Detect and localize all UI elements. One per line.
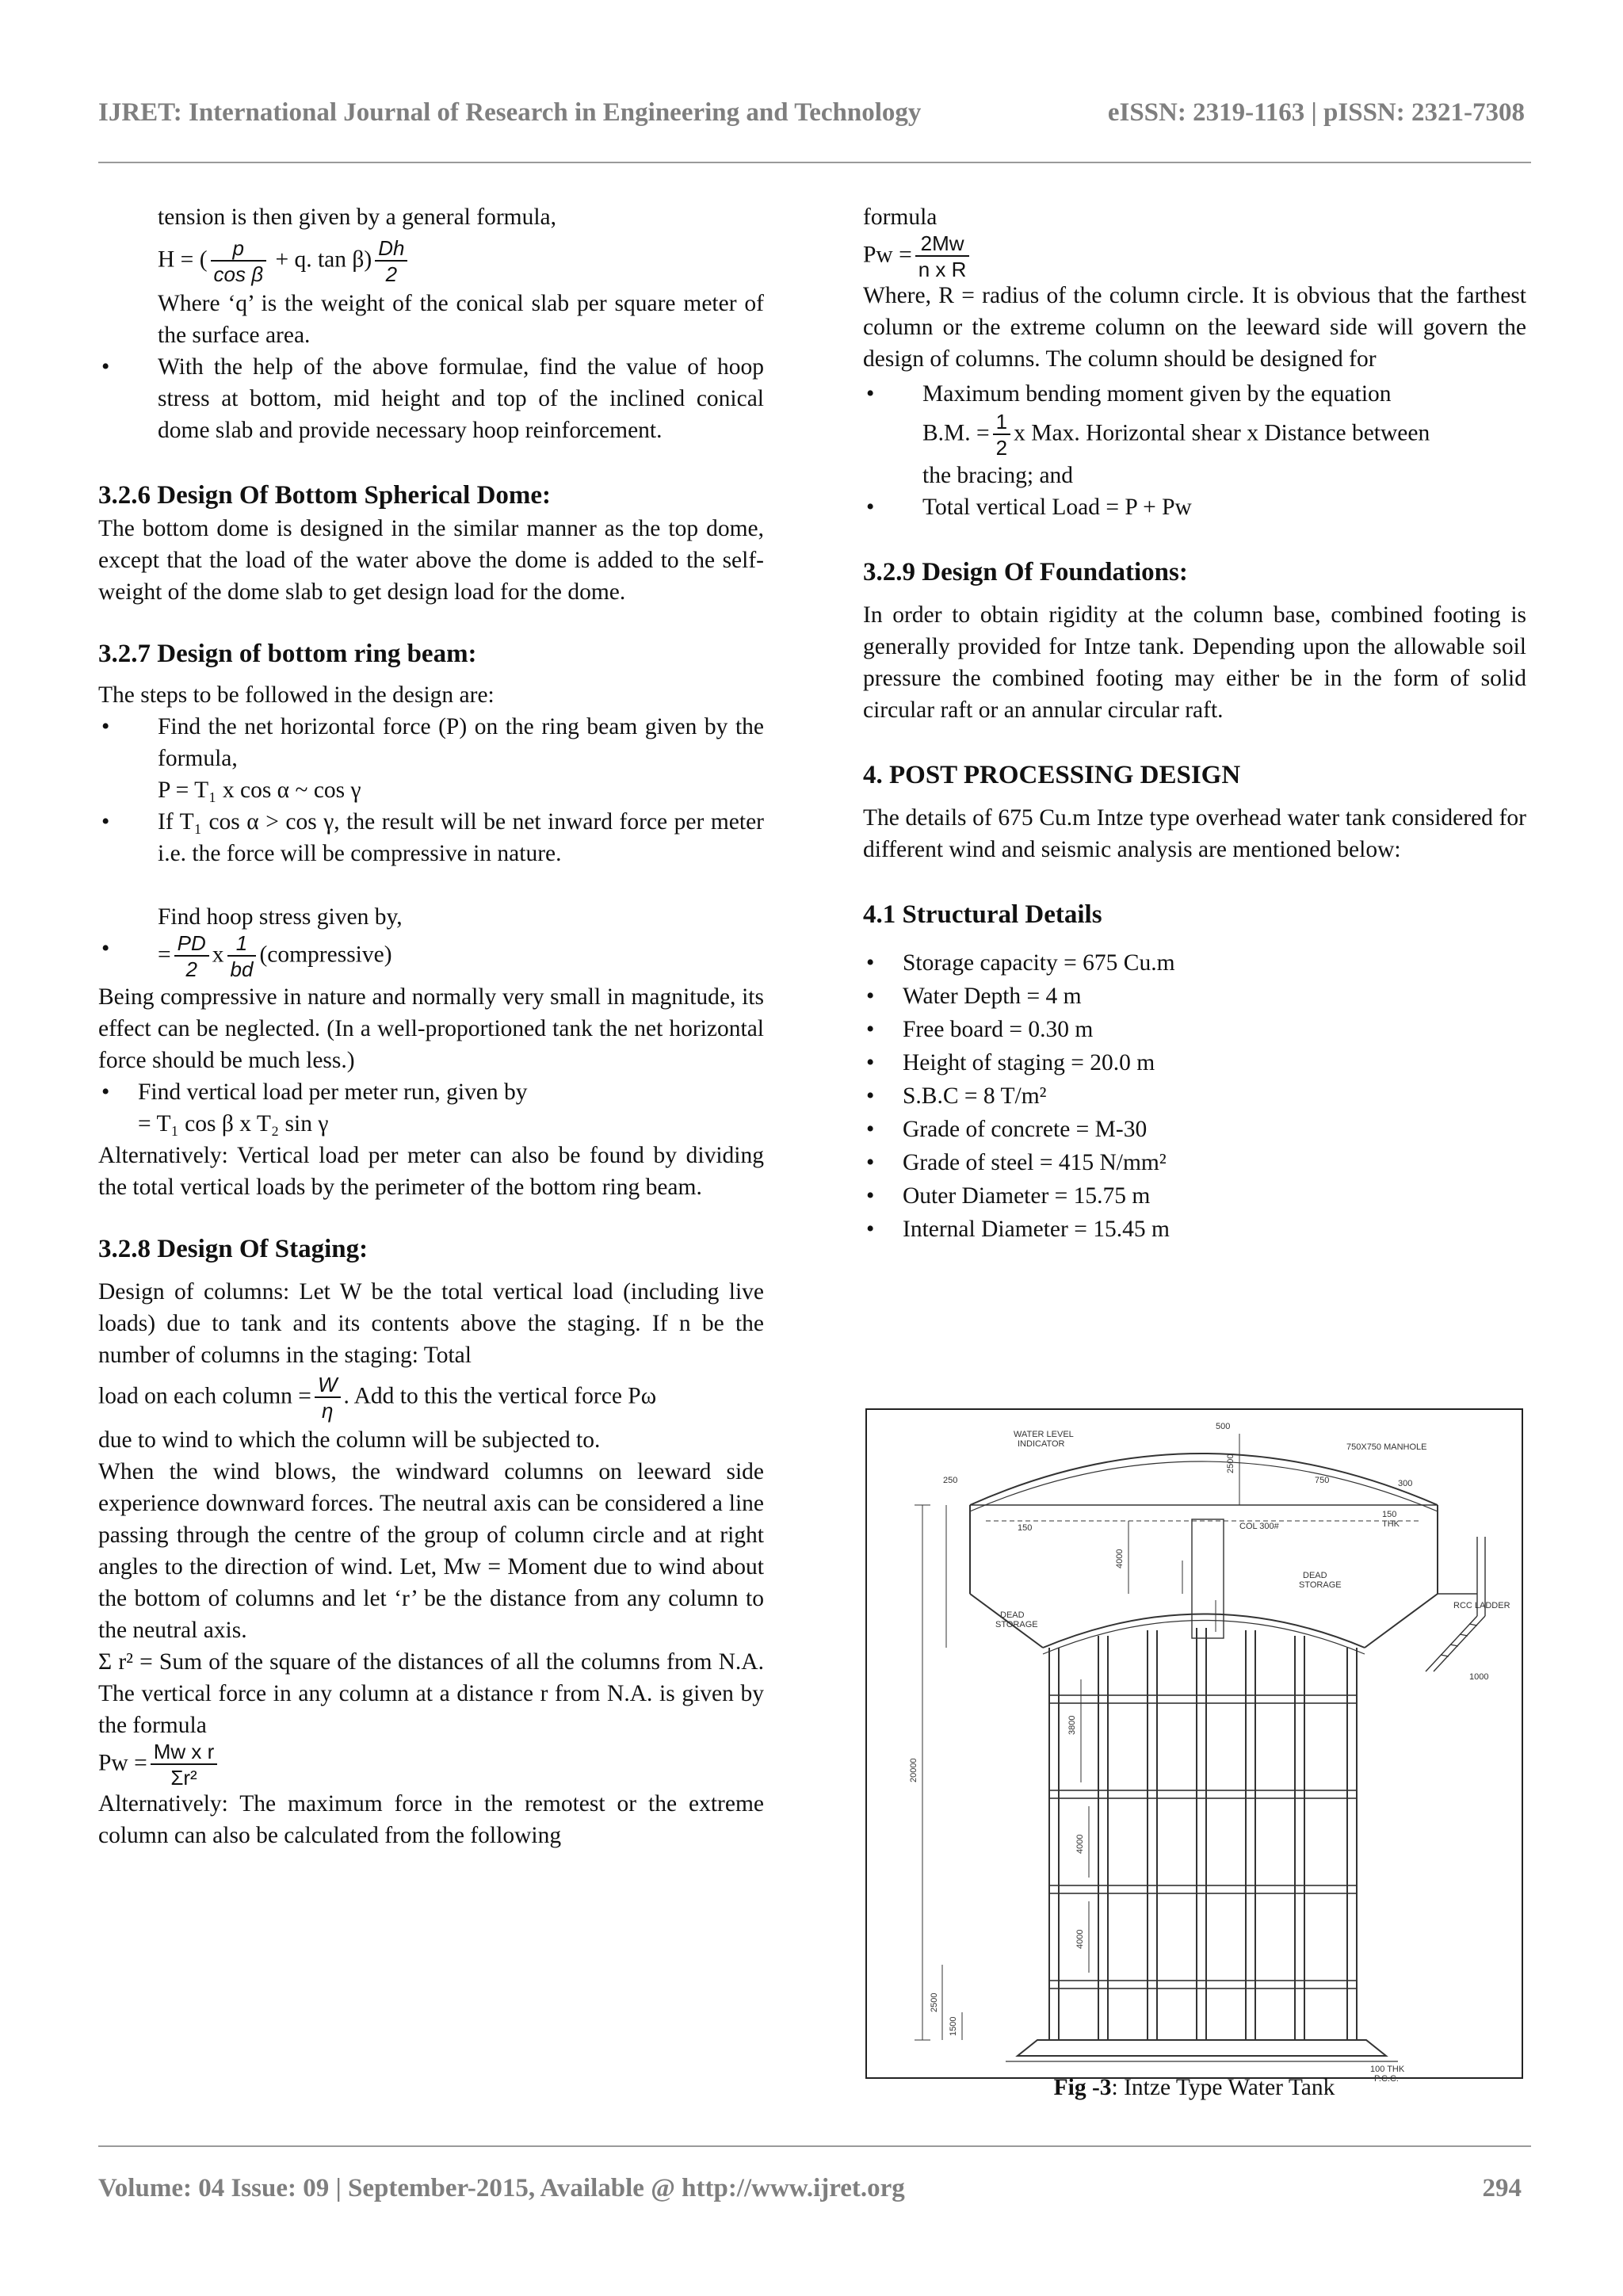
paragraph: Where ‘q’ is the weight of the conical slab per square meter of the surface area. — [158, 291, 764, 348]
fraction-denominator: Σr² — [170, 1766, 197, 1790]
fraction — [915, 233, 970, 280]
eq-text: . Add to this the vertical force Pω — [343, 1383, 657, 1409]
figure-label: 2500 — [1226, 1454, 1235, 1473]
figure-label: 4000 — [1115, 1549, 1125, 1568]
paragraph: When the wind blows, the windward columns on leeward side experience downward forces. The neutral axis can be considered a line passing through the centre of the group of column circle and at right angles to the direction of wind. Let, Mw = Moment due to wind about the bottom of columns and let ‘r’ be the distance from any column to the neutral axis. — [98, 1459, 764, 1643]
fraction-numerator: W — [315, 1374, 341, 1398]
caption-text: : Intze Type Water Tank — [1111, 2075, 1335, 2100]
list-item: • Free board = 0.30 m — [863, 1013, 1526, 1046]
figure-label: 100 THK — [1370, 2065, 1405, 2074]
fraction-denominator: η — [322, 1399, 334, 1423]
journal-title: IJRET: International Journal of Research in Engineering and Technology — [98, 98, 922, 127]
footer-rule — [98, 2145, 1531, 2147]
fraction — [993, 411, 1010, 458]
list-item: • Storage capacity = 675 Cu.m — [863, 946, 1526, 980]
figure-label: 750 — [1315, 1476, 1330, 1485]
list-item: • Outer Diameter = 15.75 m — [863, 1179, 1526, 1213]
fraction — [151, 1741, 218, 1788]
section-heading: 3.2.8 Design Of Staging: — [98, 1235, 369, 1263]
running-footer — [98, 2174, 1525, 2203]
paragraph: Design of columns: Let W be the total vertical load (including live loads) due to tank and its contents above the staging. If n be the number of columns in the staging: Total — [98, 1279, 764, 1368]
paragraph: The bottom dome is designed in the similar manner as the top dome, except that the load of the water above the dome is added to the self-weight of the dome slab to get design load for the dome. — [98, 516, 764, 605]
fraction-denominator: bd — [230, 957, 254, 981]
issn: eISSN: 2319-1163 | pISSN: 2321-7308 — [1107, 98, 1525, 127]
bullet-item: • Total vertical Load = P + Pw — [863, 491, 1526, 523]
paragraph: The details of 675 Cu.m Intze type overhead water tank considered for different wind and seismic analysis are mentioned below: — [863, 805, 1526, 862]
structural-details-list — [863, 946, 1526, 1246]
figure-label: WATER LEVEL — [1014, 1430, 1074, 1439]
fraction — [227, 933, 257, 980]
fraction-numerator: Dh — [375, 238, 407, 262]
list-item: • Internal Diameter = 15.45 m — [863, 1213, 1526, 1246]
equation-bm — [863, 411, 1526, 458]
paragraph: Σ r² = Sum of the square of the distances of all the columns from N.A. The vertical force in any column at a distance r from N.A. is given by the formula — [98, 1649, 764, 1738]
fraction — [174, 933, 209, 980]
figure-label: INDICATOR — [1018, 1439, 1065, 1449]
equation-H — [98, 238, 764, 285]
figure-label: 150 — [1018, 1523, 1033, 1533]
eq-text: H = ( — [158, 246, 208, 273]
figure-label: COL 300# — [1239, 1522, 1279, 1531]
fraction-denominator: 2 — [185, 957, 197, 981]
bullet-equation-hoop — [98, 933, 764, 980]
paragraph: Alternatively: Vertical load per meter can also be found by dividing the total vertical loads by the perimeter of the bottom ring beam. — [98, 1143, 764, 1200]
figure-label: 300 — [1398, 1479, 1413, 1488]
left-column — [98, 201, 764, 1851]
footer-volume: Volume: 04 Issue: 09 | September-2015, Available @ http://www.ijret.org — [98, 2174, 905, 2202]
fraction-denominator: 2 — [995, 436, 1008, 460]
fraction-denominator: cos β — [213, 262, 264, 286]
bullet-item: • If T₁ cos α > cos γ, the result will be net inward force per meter i.e. the force will be compressive in nature. — [98, 806, 764, 869]
page-number: 294 — [1482, 2174, 1522, 2202]
figure-label: STORAGE — [1299, 1580, 1342, 1590]
fraction-numerator: 2Mw — [915, 233, 970, 257]
eq-text: load on each column = — [98, 1383, 311, 1409]
header-rule — [98, 162, 1531, 163]
bullet-item: • With the help of the above formulae, find the value of hoop stress at bottom, mid height and top of the inclined conical dome slab and provide necessary hoop reinforcement. — [98, 351, 764, 446]
figure-label: RCC LADDER — [1453, 1601, 1510, 1610]
bullet-item: • Maximum bending moment given by the equation — [863, 378, 1526, 410]
paragraph: due to wind to which the column will be subjected to. — [98, 1427, 601, 1453]
equation-pw — [863, 233, 1526, 280]
paragraph: Where, R = radius of the column circle. It is obvious that the farthest column or the extreme column on the leeward side will govern the design of columns. The column should be designed for — [863, 283, 1526, 372]
figure-label: 2500 — [930, 1992, 939, 2012]
paragraph: Being compressive in nature and normally very small in magnitude, its effect can be neglected. (In a well-proportioned tank the net horizontal force should be much less.) — [98, 984, 764, 1073]
fraction-numerator: Mw x r — [151, 1741, 218, 1765]
bracing-group — [1049, 1695, 1357, 1988]
bullet-item: • Find the net horizontal force (P) on the ring beam given by the formula, — [98, 711, 764, 774]
eq-text: Pw = — [98, 1750, 147, 1776]
paragraph: Alternatively: The maximum force in the remotest or the extreme column can also be calculated from the following — [98, 1791, 764, 1848]
cone-right — [1365, 1594, 1438, 1648]
section-heading: 4. POST PROCESSING DESIGN — [863, 761, 1241, 789]
figure-label: 1500 — [949, 2016, 958, 2036]
equation: P = T₁ x cos α ~ cos γ — [158, 777, 361, 803]
figure-label: THK — [1382, 1519, 1400, 1529]
eq-text: B.M. = — [922, 420, 990, 446]
figure-label: DEAD — [1000, 1610, 1025, 1620]
tank-drawing — [867, 1410, 1522, 2084]
eq-text: (compressive) — [259, 942, 392, 968]
fraction — [211, 238, 267, 285]
list-item: • Grade of concrete = M-30 — [863, 1113, 1526, 1146]
figure-label: 500 — [1216, 1422, 1231, 1431]
figure-caption — [865, 2075, 1523, 2101]
figure-label: 750X750 MANHOLE — [1346, 1442, 1427, 1452]
fraction-numerator: 1 — [227, 933, 257, 957]
paragraph: tension is then given by a general formula, — [158, 204, 556, 230]
list-item: • Water Depth = 4 m — [863, 980, 1526, 1013]
paragraph: In order to obtain rigidity at the column base, combined footing is generally provided for Intze tank. Depending upon the allowable soil pressure the combined footing may either be in the form of solid circular raft or an annular circular raft. — [863, 602, 1526, 723]
eq-text: + q. tan β) — [269, 246, 372, 273]
footing — [1018, 2040, 1386, 2056]
figure-label: P.C.C. — [1374, 2074, 1399, 2084]
figure-label: STORAGE — [995, 1620, 1038, 1629]
fraction — [375, 238, 407, 285]
bullet-item: • Find vertical load per meter run, given by — [98, 1076, 764, 1108]
eq-text: = — [158, 942, 171, 968]
figure-label: 250 — [943, 1476, 958, 1485]
section-heading: 3.2.7 Design of bottom ring beam: — [98, 640, 477, 668]
figure-label: 1000 — [1469, 1672, 1489, 1682]
section-heading: 3.2.6 Design Of Bottom Spherical Dome: — [98, 481, 552, 510]
fraction-denominator: n x R — [918, 258, 967, 281]
fraction-numerator: PD — [174, 933, 209, 957]
equation: = T₁ cos β x T₂ sin γ — [138, 1111, 329, 1137]
paragraph: The steps to be followed in the design are: — [98, 682, 495, 708]
equation-pw — [98, 1741, 764, 1788]
section-heading: 4.1 Structural Details — [863, 900, 1102, 929]
fraction-numerator: p — [211, 238, 267, 262]
right-column — [863, 201, 1526, 1246]
list-item: • Height of staging = 20.0 m — [863, 1046, 1526, 1079]
eq-text: x — [212, 942, 224, 968]
figure-label: 150 — [1382, 1510, 1397, 1519]
paragraph — [98, 1374, 764, 1421]
list-item: • Grade of steel = 415 N/mm² — [863, 1146, 1526, 1179]
figure-label: 4000 — [1075, 1834, 1085, 1854]
figure-label: 20000 — [909, 1758, 918, 1782]
caption-label: Fig -3 — [1053, 2075, 1112, 2100]
bottom-dome — [1043, 1614, 1365, 1648]
list-item: • S.B.C = 8 T/m² — [863, 1079, 1526, 1113]
figure-intze-tank — [865, 1408, 1523, 2084]
paragraph: Find hoop stress given by, — [158, 904, 403, 930]
figure-label: DEAD — [1303, 1571, 1327, 1580]
eq-text: Pw = — [863, 242, 912, 268]
paragraph: formula — [863, 204, 938, 230]
figure-label: 4000 — [1075, 1929, 1085, 1949]
fraction — [315, 1374, 341, 1421]
eq-text: x Max. Horizontal shear x Distance between — [1014, 420, 1430, 446]
running-header — [98, 98, 1525, 130]
section-heading: 3.2.9 Design Of Foundations: — [863, 558, 1188, 586]
fraction-denominator: 2 — [385, 262, 398, 286]
paragraph: the bracing; and — [922, 463, 1074, 488]
fraction-numerator: 1 — [993, 411, 1010, 435]
figure-label: 3800 — [1067, 1715, 1077, 1735]
